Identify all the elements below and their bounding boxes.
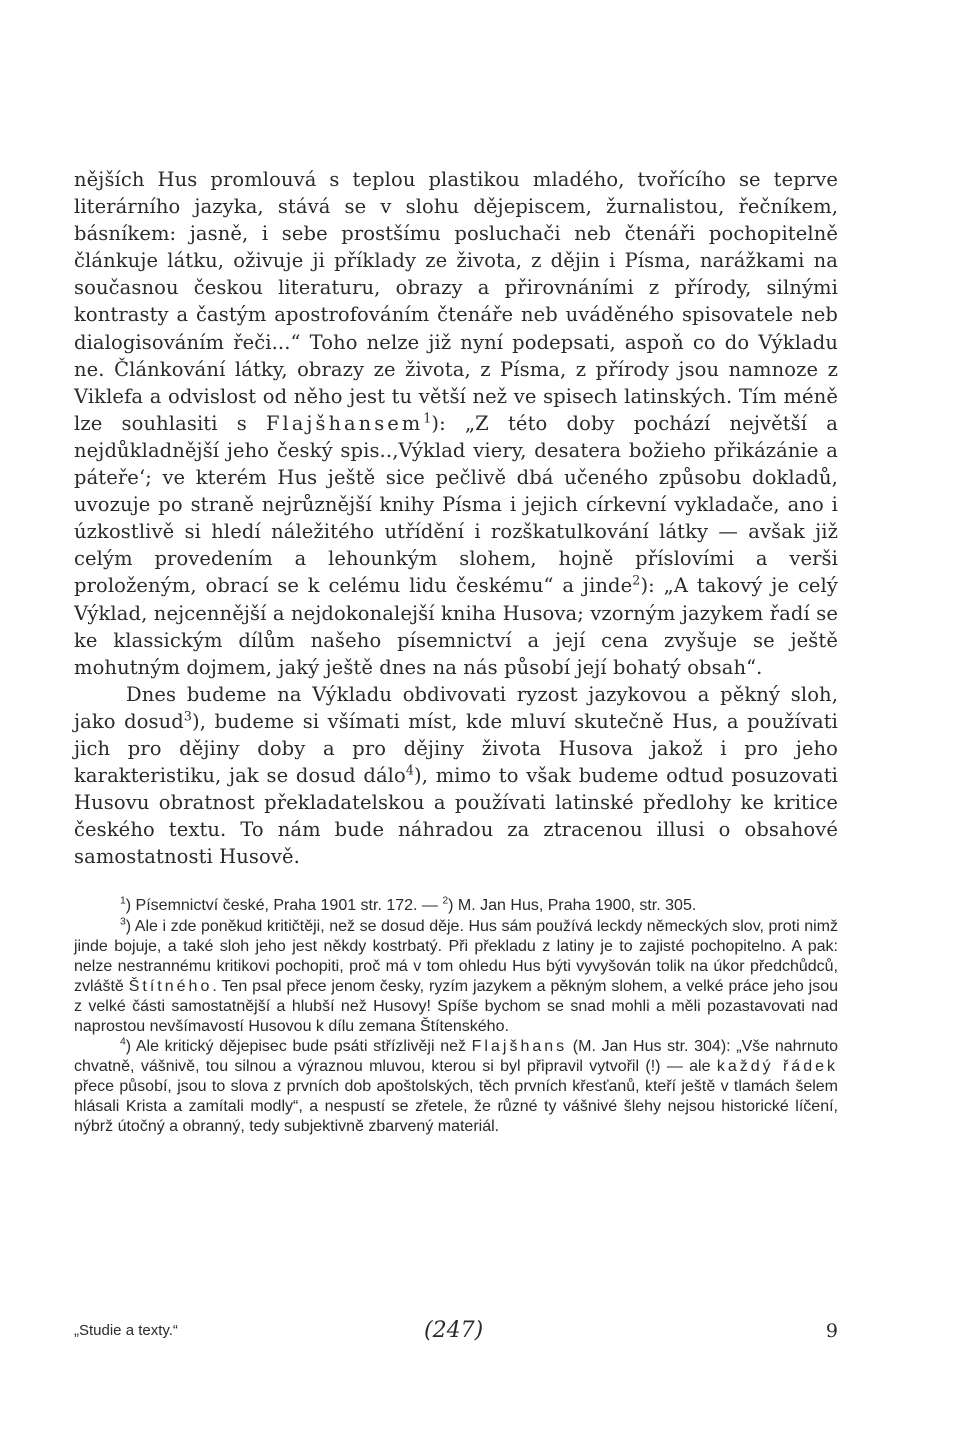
footnote-4 (74, 1037, 838, 1137)
footnote-3-text-a: ) Ale i zde poněkud kritičtěji, než se dosud děje. Hus sám používá leckdy německých slov, proti nimž jinde bojuje, a také sloh jeho jest někdy kostrbatý. Při překladu z latiny je to zajisté pochopitelno. A pak: nelze nestrannému kritikovi pochopiti, proč má v tom ohledu Hus býti vyvyšován tolik na úkor předchůdců, zvláště (74, 917, 838, 995)
paragraph-1-quote: ): „Z této doby pochází největší a nejdůkladnější jeho český spis..‚Výklad viery, desatera božieho přikázánie a páteře‘; ve kterém Hus ještě sice pečlivě dbá učeného způsobu dokladů, uvozuje po straně nejrůznější knihy Písma i jejich církevní vykladače, ano i úzkostlivě si hledí náležitého utřídění i rozškatulkování látky — avšak již celým provedením a lehounkým slohem, hojně příslovími a verši proloženým, obrací se k celému lidu českému“ a jinde (74, 411, 839, 598)
footnote-3-text-b: . Ten psal přece jenom česky, ryzím jazykem a pěkným slohem, a velké práce jeho jsou z velké části samostatnější a hlubší než Husovy! Spíše bychom se snad mohli a měli pozastavovati nad naprostou nevšímavostí Husovou k dílu zemana Štítenského. (74, 977, 838, 1035)
author-name-flajshans: Flajšhansem (266, 411, 424, 435)
footnote-4-text-c: přece působí, jsou to slova z prvních dob apoštolských, těch prvních křesťanů, kteří ještě v tlamách šelem hlásali Krista a zamítali modly“, a nespustí se zřetele, že různé ty vášnivé šlehy nejsou historické líčení, nýbrž útočný a obranný, tedy subjektivně zbarvený materiál. (74, 1078, 838, 1136)
footnote-4-name: Flajšhans (471, 1038, 568, 1056)
page-number: (247) (424, 1318, 484, 1343)
page-body (74, 166, 838, 1366)
footnotes (74, 896, 838, 1137)
footnote-ref-1: 1 (423, 410, 432, 426)
footnote-number-3: 3 (120, 916, 126, 928)
footnote-number-2: 2 (442, 896, 449, 908)
paragraph-2-end: ), mimo to však budeme odtud posuzovati Husovu obratnost překladatelskou a používati latinské předlohy ke kritice českého textu. To nám bude náhradou za ztracenou illusi o obsahové samostatnosti Husově. (74, 764, 838, 869)
paragraph-2-middle: ), budeme si všímati míst, kde mluví skutečně Hus, a používati jich pro dějiny doby a pro dějiny života Husova jakož i pro jeho karakteristiku, jak se dosud dálo (74, 709, 838, 788)
footnote-number-1: 1 (120, 896, 126, 908)
footnote-4-text-a: ) Ale kritický dějepisec bude psáti střízlivěji než (125, 1038, 472, 1056)
footnote-2-text: ) M. Jan Hus, Praha 1900, str. 305. (448, 897, 697, 915)
footnote-ref-3: 3 (183, 708, 193, 724)
paragraph-1 (74, 166, 838, 681)
paragraph-1-quote-2: ): „A takový je celý Výklad, nejcennější a nejdokonalejší kniha Husova; vzorným jazykem řadí se ke klassickým dílům našeho písemnictví a její cena zvyšuje se ještě mohutným dojmem, jaký ještě dnes na nás působí její bohatý obsah“. (74, 574, 838, 679)
footnote-1-2 (74, 896, 838, 916)
footnote-ref-4: 4 (405, 762, 415, 778)
page-footer (74, 1318, 838, 1348)
footnote-4-text-b: (M. Jan Hus str. 304): „Vše nahrnuto chvatně, vášnivě, tou silnou a výraznou mluvou, kterou si byl připravil vytvořil (!) — ale (74, 1038, 838, 1076)
footnote-1-text: ) Písemnictví české, Praha 1901 str. 172. — (125, 897, 443, 915)
footnote-4-emphasis: každý řádek (716, 1058, 838, 1076)
sheet-signature: 9 (825, 1320, 838, 1342)
main-text (74, 166, 838, 870)
footnote-3-name: Štítného (128, 977, 213, 995)
journal-title: „Studie a texty.“ (74, 1322, 178, 1339)
footnote-ref-2: 2 (632, 572, 641, 588)
paragraph-2-text: Dnes budeme na Výkladu obdivovati ryzost jazykovou a pěkný sloh, jako dosud (74, 682, 838, 733)
paragraph-1-text: nějších Hus promlouvá s teplou plastikou mladého, tvořícího se teprve literárního jazyka, stává se v slohu dějepiscem, žurnalistou, řečníkem, básníkem: jasně, i sebe prostšímu posluchači neb čtenáři pochopitelně článkuje látku, oživuje ji příklady ze života, z dějin i Písma, narážkami na současnou českou literaturu, obrazy a přirovnáními z přírody, silnými kontrasty a častým apostrofováním čtenáře neb uváděného spisovatele neb dialogisováním řeči...“ Toho nelze již nyní podepsati, aspoň co do Výkladu ne. Článkování látky, obrazy ze života, z Písma, z přírody jsou namnoze z Viklefa a odvislost od něho jest tu větší než ve spisech latinských. Tím méně lze souhlasiti s (74, 168, 838, 435)
footnote-3 (74, 917, 838, 1038)
footnote-number-4: 4 (120, 1036, 126, 1048)
paragraph-2 (74, 681, 838, 871)
